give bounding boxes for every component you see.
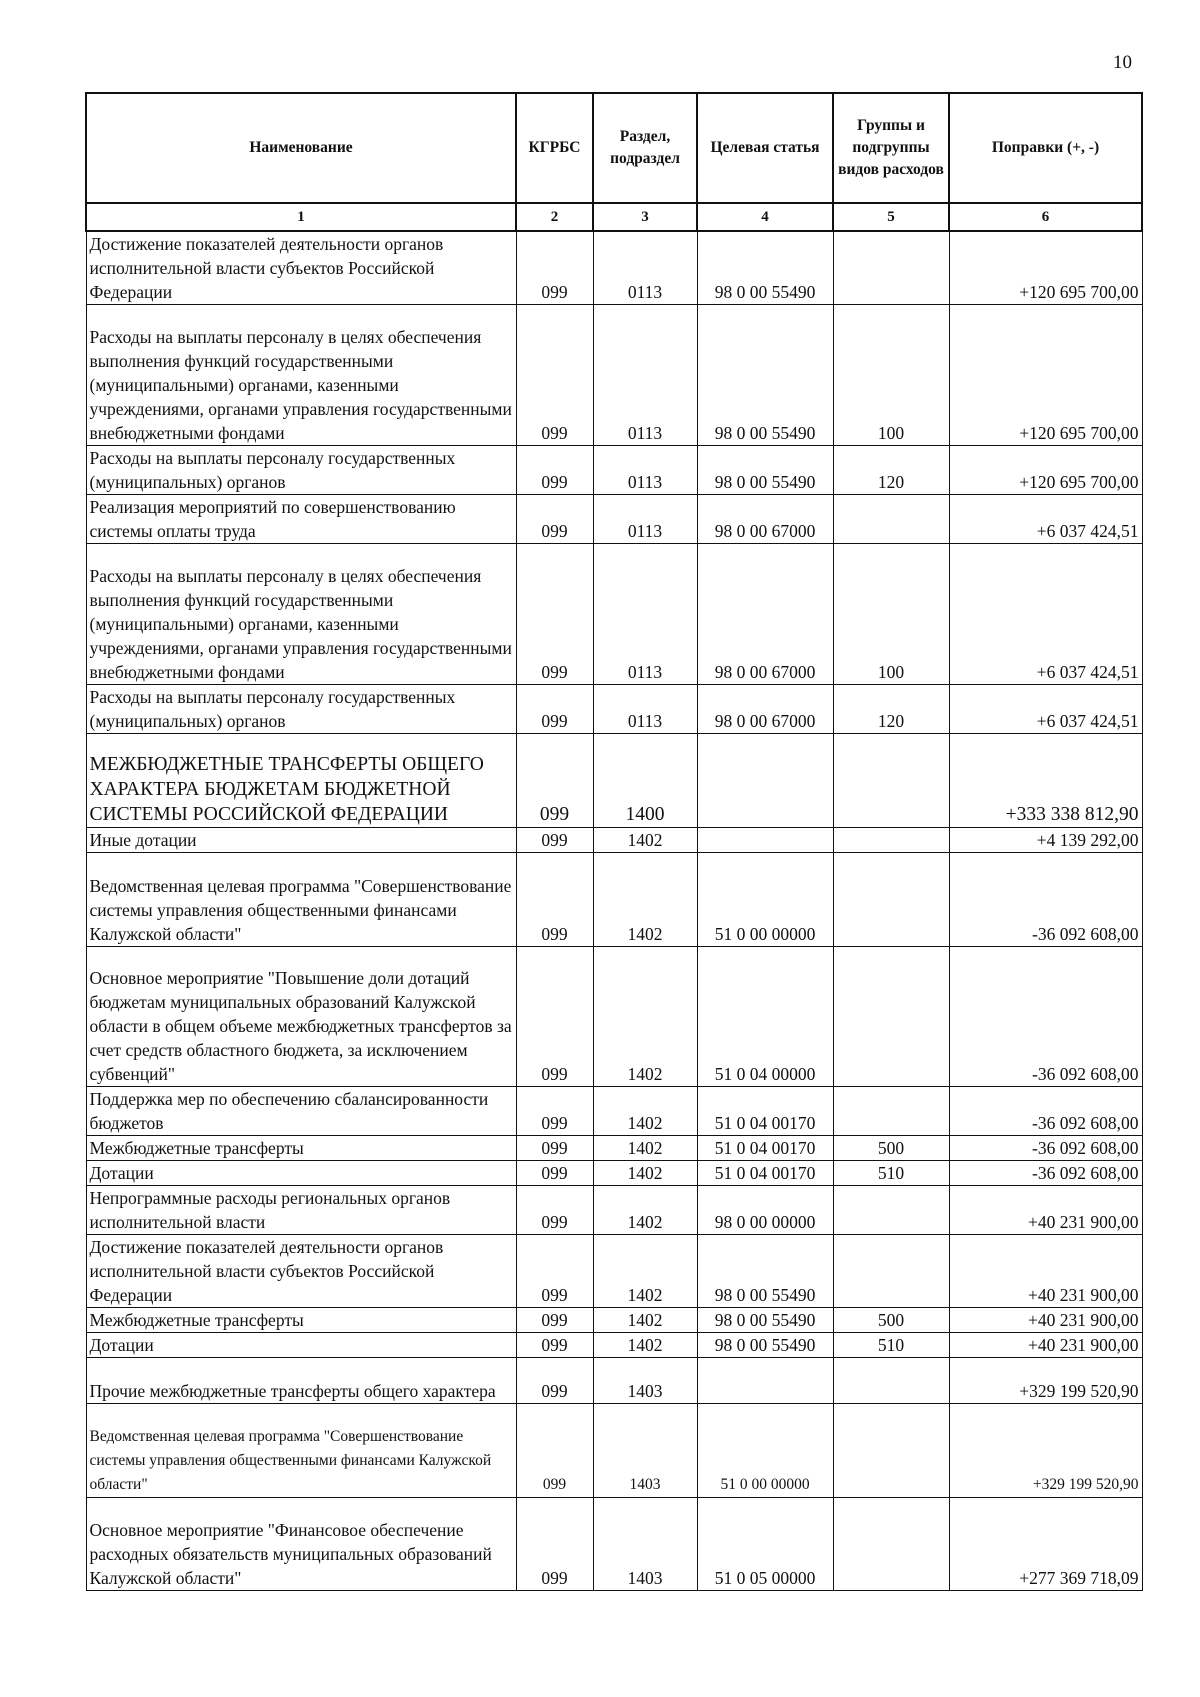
column-number-row bbox=[86, 203, 1142, 231]
row-group: 500 bbox=[833, 1308, 949, 1333]
row-group bbox=[833, 1186, 949, 1235]
row-group bbox=[833, 495, 949, 544]
row-kgrbs: 099 bbox=[516, 1186, 593, 1235]
table-row bbox=[86, 1186, 1142, 1235]
row-section: 1403 bbox=[593, 1498, 697, 1591]
row-kgrbs: 099 bbox=[516, 828, 593, 853]
row-target: 51 0 04 00000 bbox=[697, 947, 833, 1087]
row-target: 98 0 00 67000 bbox=[697, 544, 833, 685]
header-row bbox=[86, 93, 1142, 203]
row-amount: +120 695 700,00 bbox=[949, 305, 1142, 446]
row-kgrbs: 099 bbox=[516, 305, 593, 446]
row-kgrbs: 099 bbox=[516, 1498, 593, 1591]
row-kgrbs: 099 bbox=[516, 685, 593, 734]
row-section: 1402 bbox=[593, 1235, 697, 1308]
column-number: 2 bbox=[516, 203, 593, 231]
row-group bbox=[833, 1404, 949, 1498]
row-section: 1402 bbox=[593, 1333, 697, 1358]
row-group bbox=[833, 853, 949, 947]
row-kgrbs: 099 bbox=[516, 947, 593, 1087]
row-name: Межбюджетные трансферты bbox=[86, 1308, 516, 1333]
row-amount: -36 092 608,00 bbox=[949, 1136, 1142, 1161]
row-section: 1400 bbox=[593, 734, 697, 828]
row-name: Иные дотации bbox=[86, 828, 516, 853]
row-group bbox=[833, 1358, 949, 1404]
row-target: 51 0 04 00170 bbox=[697, 1161, 833, 1186]
column-number: 3 bbox=[593, 203, 697, 231]
row-name: Расходы на выплаты персоналу государственных (муниципальных) органов bbox=[86, 685, 516, 734]
row-target: 51 0 04 00170 bbox=[697, 1136, 833, 1161]
table-row bbox=[86, 853, 1142, 947]
table-row bbox=[86, 1498, 1142, 1591]
row-target bbox=[697, 1358, 833, 1404]
table-row bbox=[86, 1358, 1142, 1404]
header-groups: Группы и подгруппы видов расходов bbox=[833, 93, 949, 203]
row-name: Расходы на выплаты персоналу в целях обеспечения выполнения функций государственными (муниципальными) органами, казенными учреждениями, органами управления государственными внебюджетными фондами bbox=[86, 305, 516, 446]
row-target: 51 0 00 00000 bbox=[697, 1404, 833, 1498]
row-section: 0113 bbox=[593, 685, 697, 734]
row-group bbox=[833, 1087, 949, 1136]
row-name: Поддержка мер по обеспечению сбалансированности бюджетов bbox=[86, 1087, 516, 1136]
header-name: Наименование bbox=[86, 93, 516, 203]
row-section: 1402 bbox=[593, 1308, 697, 1333]
row-section: 1403 bbox=[593, 1404, 697, 1498]
column-number: 5 bbox=[833, 203, 949, 231]
table-row bbox=[86, 685, 1142, 734]
row-amount: -36 092 608,00 bbox=[949, 947, 1142, 1087]
table-row bbox=[86, 305, 1142, 446]
row-kgrbs: 099 bbox=[516, 446, 593, 495]
row-amount: -36 092 608,00 bbox=[949, 853, 1142, 947]
table-row bbox=[86, 1161, 1142, 1186]
header-section: Раздел, подраздел bbox=[593, 93, 697, 203]
row-section: 1402 bbox=[593, 1087, 697, 1136]
row-target: 98 0 00 55490 bbox=[697, 231, 833, 305]
row-target: 98 0 00 55490 bbox=[697, 446, 833, 495]
budget-amendments-table bbox=[85, 92, 1143, 1591]
row-name: Прочие межбюджетные трансферты общего характера bbox=[86, 1358, 516, 1404]
row-section: 1402 bbox=[593, 1161, 697, 1186]
row-section: 0113 bbox=[593, 231, 697, 305]
row-name: Ведомственная целевая программа "Совершенствование системы управления общественными финансами Калужской области" bbox=[86, 853, 516, 947]
row-kgrbs: 099 bbox=[516, 544, 593, 685]
page-number: 10 bbox=[1113, 52, 1132, 73]
row-name: Дотации bbox=[86, 1161, 516, 1186]
column-number: 1 bbox=[86, 203, 516, 231]
header-target: Целевая статья bbox=[697, 93, 833, 203]
column-number: 4 bbox=[697, 203, 833, 231]
table-row bbox=[86, 1404, 1142, 1498]
column-number: 6 bbox=[949, 203, 1142, 231]
row-target: 51 0 05 00000 bbox=[697, 1498, 833, 1591]
row-amount: +4 139 292,00 bbox=[949, 828, 1142, 853]
row-amount: -36 092 608,00 bbox=[949, 1087, 1142, 1136]
row-section: 0113 bbox=[593, 446, 697, 495]
row-name: Межбюджетные трансферты bbox=[86, 1136, 516, 1161]
row-amount: +6 037 424,51 bbox=[949, 544, 1142, 685]
row-amount: -36 092 608,00 bbox=[949, 1161, 1142, 1186]
row-amount: +6 037 424,51 bbox=[949, 685, 1142, 734]
row-target: 98 0 00 55490 bbox=[697, 1308, 833, 1333]
row-group bbox=[833, 828, 949, 853]
row-amount: +329 199 520,90 bbox=[949, 1358, 1142, 1404]
row-name: Непрограммные расходы региональных органов исполнительной власти bbox=[86, 1186, 516, 1235]
table-row bbox=[86, 495, 1142, 544]
row-target: 98 0 00 55490 bbox=[697, 1235, 833, 1308]
row-section: 1403 bbox=[593, 1358, 697, 1404]
table-row bbox=[86, 231, 1142, 305]
header-kgrbs: КГРБС bbox=[516, 93, 593, 203]
row-kgrbs: 099 bbox=[516, 231, 593, 305]
row-kgrbs: 099 bbox=[516, 1308, 593, 1333]
row-group bbox=[833, 947, 949, 1087]
row-name: Достижение показателей деятельности органов исполнительной власти субъектов Российской Федерации bbox=[86, 231, 516, 305]
row-target: 98 0 00 55490 bbox=[697, 1333, 833, 1358]
row-kgrbs: 099 bbox=[516, 1235, 593, 1308]
table-row bbox=[86, 1136, 1142, 1161]
row-target: 98 0 00 55490 bbox=[697, 305, 833, 446]
table-row bbox=[86, 734, 1142, 828]
row-name: Основное мероприятие "Повышение доли дотаций бюджетам муниципальных образований Калужской области в общем объеме межбюджетных трансфертов за счет средств областного бюджета, за исключением субвенций" bbox=[86, 947, 516, 1087]
table-row bbox=[86, 947, 1142, 1087]
table-body bbox=[86, 231, 1142, 1591]
row-amount: +40 231 900,00 bbox=[949, 1308, 1142, 1333]
row-target: 98 0 00 67000 bbox=[697, 685, 833, 734]
row-kgrbs: 099 bbox=[516, 1087, 593, 1136]
row-amount: +40 231 900,00 bbox=[949, 1186, 1142, 1235]
row-group: 510 bbox=[833, 1333, 949, 1358]
row-section: 1402 bbox=[593, 947, 697, 1087]
row-name: Дотации bbox=[86, 1333, 516, 1358]
row-amount: +40 231 900,00 bbox=[949, 1333, 1142, 1358]
row-amount: +120 695 700,00 bbox=[949, 446, 1142, 495]
row-group bbox=[833, 1235, 949, 1308]
row-kgrbs: 099 bbox=[516, 734, 593, 828]
row-kgrbs: 099 bbox=[516, 853, 593, 947]
row-section: 1402 bbox=[593, 1136, 697, 1161]
row-target: 98 0 00 00000 bbox=[697, 1186, 833, 1235]
row-group bbox=[833, 734, 949, 828]
row-name: МЕЖБЮДЖЕТНЫЕ ТРАНСФЕРТЫ ОБЩЕГО ХАРАКТЕРА БЮДЖЕТАМ БЮДЖЕТНОЙ СИСТЕМЫ РОССИЙСКОЙ ФЕДЕРАЦИИ bbox=[86, 734, 516, 828]
row-section: 1402 bbox=[593, 828, 697, 853]
row-name: Достижение показателей деятельности органов исполнительной власти субъектов Российской Федерации bbox=[86, 1235, 516, 1308]
row-group: 100 bbox=[833, 305, 949, 446]
row-amount: +277 369 718,09 bbox=[949, 1498, 1142, 1591]
row-section: 1402 bbox=[593, 1186, 697, 1235]
row-group: 120 bbox=[833, 685, 949, 734]
table-row bbox=[86, 1308, 1142, 1333]
row-group bbox=[833, 1498, 949, 1591]
row-target: 51 0 04 00170 bbox=[697, 1087, 833, 1136]
row-name: Основное мероприятие "Финансовое обеспечение расходных обязательств муниципальных образований Калужской области" bbox=[86, 1498, 516, 1591]
row-name: Реализация мероприятий по совершенствованию системы оплаты труда bbox=[86, 495, 516, 544]
row-section: 0113 bbox=[593, 305, 697, 446]
row-amount: +40 231 900,00 bbox=[949, 1235, 1142, 1308]
header-amendments: Поправки (+, -) bbox=[949, 93, 1142, 203]
row-kgrbs: 099 bbox=[516, 1136, 593, 1161]
table-row bbox=[86, 1235, 1142, 1308]
row-amount: +329 199 520,90 bbox=[949, 1404, 1142, 1498]
row-target: 51 0 00 00000 bbox=[697, 853, 833, 947]
row-name: Расходы на выплаты персоналу государственных (муниципальных) органов bbox=[86, 446, 516, 495]
row-kgrbs: 099 bbox=[516, 1161, 593, 1186]
row-name: Расходы на выплаты персоналу в целях обеспечения выполнения функций государственными (муниципальными) органами, казенными учреждениями, органами управления государственными внебюджетными фондами bbox=[86, 544, 516, 685]
row-section: 0113 bbox=[593, 495, 697, 544]
row-section: 1402 bbox=[593, 853, 697, 947]
table-row bbox=[86, 828, 1142, 853]
row-group bbox=[833, 231, 949, 305]
row-target bbox=[697, 734, 833, 828]
row-group: 500 bbox=[833, 1136, 949, 1161]
row-target bbox=[697, 828, 833, 853]
table-row bbox=[86, 1333, 1142, 1358]
table-row bbox=[86, 544, 1142, 685]
row-group: 100 bbox=[833, 544, 949, 685]
table-row bbox=[86, 446, 1142, 495]
row-kgrbs: 099 bbox=[516, 1404, 593, 1498]
row-amount: +333 338 812,90 bbox=[949, 734, 1142, 828]
row-kgrbs: 099 bbox=[516, 495, 593, 544]
row-name: Ведомственная целевая программа "Совершенствование системы управления общественными финансами Калужской области" bbox=[86, 1404, 516, 1498]
row-group: 120 bbox=[833, 446, 949, 495]
row-kgrbs: 099 bbox=[516, 1333, 593, 1358]
row-kgrbs: 099 bbox=[516, 1358, 593, 1404]
row-target: 98 0 00 67000 bbox=[697, 495, 833, 544]
row-section: 0113 bbox=[593, 544, 697, 685]
row-amount: +120 695 700,00 bbox=[949, 231, 1142, 305]
table-row bbox=[86, 1087, 1142, 1136]
row-group: 510 bbox=[833, 1161, 949, 1186]
row-amount: +6 037 424,51 bbox=[949, 495, 1142, 544]
